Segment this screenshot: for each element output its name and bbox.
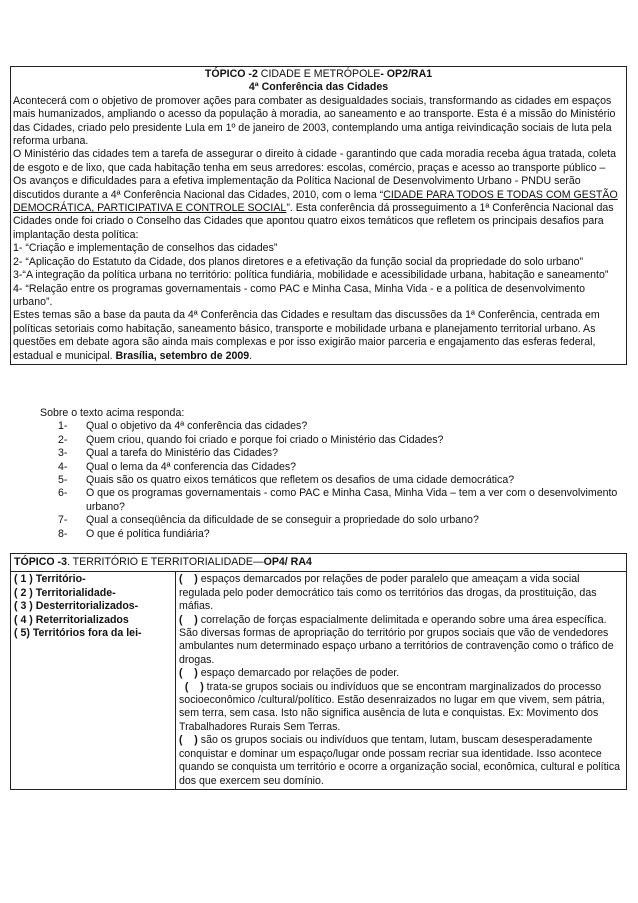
question-text: O que os programas governamentais - como PAC e Minha Casa, Minha Vida – tem a ver com o desenvolvimento urbano? — [86, 487, 618, 513]
question-text: O que é política fundiária? — [86, 527, 210, 540]
definition-item — [179, 681, 623, 735]
question-item — [10, 487, 627, 514]
definition-item — [179, 667, 623, 680]
term-item: ( 1 ) Território- — [14, 573, 86, 586]
question-item — [10, 514, 627, 527]
question-number: 7- — [58, 514, 68, 527]
definition-text: espaços demarcados por relações de poder paralelo que ameaçam a vida social regulada pelo poder democrático tais como os territórios das drogas, da prostituição, das máfias. — [179, 573, 597, 613]
question-item — [10, 528, 627, 541]
axis-4: 4- “Relação entre os programas governamentais - como PAC e Minha Casa, Minha Vida - e a política de desenvolvimento urbano”. — [13, 282, 585, 308]
question-item — [10, 434, 627, 447]
answer-blank[interactable]: ( ) — [179, 613, 198, 626]
questions-section — [10, 407, 627, 541]
question-text: Quem criou, quando foi criado e porque foi criado o Ministério das Cidades? — [86, 433, 444, 446]
definition-text: são os grupos sociais ou indivíduos que tentam, lutam, buscam desesperadamente conquistar e dominar um espaço/lugar onde possam recriar sua identidade. Isso acontece quando se conquista um território e ocorre a organização social, econômica, cultural e política dos que exercem seu domínio. — [179, 734, 621, 787]
topic3-title-label: TÓPICO -3 — [14, 556, 67, 568]
topic2-box — [10, 66, 627, 365]
answer-blank[interactable]: ( ) — [179, 573, 198, 586]
topic3-title-text: . TERRITÓRIO E TERRITORIALIDADE— — [66, 556, 264, 568]
definition-text: espaço demarcado por relações de poder. — [197, 667, 400, 680]
topic2-title-code: - OP2/RA1 — [380, 68, 433, 80]
topic2-title — [13, 68, 624, 81]
question-text: Qual o objetivo da 4ª conferência das cidades? — [86, 420, 308, 433]
answer-blank[interactable]: ( ) — [179, 680, 204, 693]
answer-blank[interactable]: ( ) — [179, 667, 198, 680]
definition-text: correlação de forças espacialmente delimitada e operando sobre uma área específica. São diversas formas de apropriação do território por grupos sociais que vão de vendedores ambulantes num determinado espaço urbano a territórios de contravenção como o tráfico de drogas. — [179, 613, 614, 666]
term-item: ( 4 ) Reterritorializados — [14, 613, 129, 626]
questions-list — [10, 420, 627, 541]
topic3-title-code: OP4/ RA4 — [263, 556, 312, 568]
topic2-paragraph-2: O Ministério das cidades tem a tarefa de assegurar o direito à cidade - garantindo que cada moradia receba água tratada, coleta de esgoto e de lixo, que cada habitação tenha em seus arredores: escolas, comércio, praças e acesso ao transporte público – — [13, 148, 617, 174]
axis-3: 3-“A integração da política urbana no território: política fundiária, mobilidade e acessibilidade urbana, habitação e saneamento” — [13, 269, 609, 282]
topic3-title — [11, 554, 626, 572]
answer-blank[interactable]: ( ) — [179, 734, 198, 747]
question-number: 3- — [58, 447, 68, 460]
question-number: 1- — [58, 420, 68, 433]
question-number: 6- — [58, 487, 68, 500]
topic2-paragraph-4 — [13, 309, 624, 363]
questions-intro: Sobre o texto acima responda: — [40, 407, 185, 419]
question-text: Qual a conseqüência da dificuldade de se conseguir a propriedade do solo urbano? — [86, 514, 479, 527]
definition-item — [179, 573, 623, 613]
question-number: 8- — [58, 527, 68, 540]
question-number: 2- — [58, 433, 68, 446]
question-item — [10, 474, 627, 487]
topic2-subtitle: 4ª Conferência das Cidades — [248, 81, 389, 94]
question-text: Qual o lema da 4ª conferencia das Cidades? — [86, 460, 297, 473]
question-number: 5- — [58, 474, 68, 487]
topic2-paragraph-1: Acontecerá com o objetivo de promover ações para combater as desigualdades sociais, transformando as cidades em espaços mais humanizados, ampliando o acesso da população à moradia, ao saneamento e ao transporte. Esta é a missão do Ministério das Cidades, criado pelo presidente Lula em 1º de janeiro de 2003, contemplando uma antiga reivindicação sociais de luta pela reforma urbana. — [13, 94, 616, 148]
topic2-p3-end: ”. Esta conferência dá prosseguimento a 1ª Conferência Nacional das Cidades onde foi criado o Conselho das Cidades que apontou quatro eixos temáticos que refletem os principais desafios para implantação desta política: — [13, 202, 614, 241]
question-text: Quais são os quatro eixos temáticos que refletem os desafios de uma cidade democrática? — [86, 474, 515, 487]
signature-end: . — [249, 349, 253, 362]
definitions-column — [176, 572, 626, 789]
axis-2: 2- “Aplicação do Estatuto da Cidade, dos planos diretores e a efetivação da função social da propriedade do solo urbano” — [13, 255, 584, 268]
question-item — [10, 420, 627, 433]
question-item — [10, 447, 627, 460]
terms-column — [11, 572, 176, 789]
question-number: 4- — [58, 460, 68, 473]
topic2-paragraph-3 — [13, 175, 624, 242]
definition-text: trata-se grupos sociais ou indivíduos que se encontram marginalizados do processo socioeconômico /cultural/político. Estão desenraizados no lugar em que vivem, sem pátria, sem terra, sem casa. Isto não significa ausência de luta e conquistas. Ex: Movimento dos Trabalhadores Rurais Sem Terras. — [179, 680, 605, 733]
topic2-p3-start: Os avanços e dificuldades para a efetiva implementação da Política Nacional de Desenvolvimento Urbano - PNDU serão discutidos durante a 4ª Conferência Nacional das Cidades, 2010, com o lema “ — [13, 175, 581, 201]
topic2-title-label: TÓPICO -2 — [204, 68, 258, 80]
question-item — [10, 461, 627, 474]
topic3-columns — [11, 572, 626, 789]
topic3-table — [10, 553, 627, 790]
definition-item — [179, 734, 623, 788]
conference-motto: CIDADE PARA TODOS E TODAS COM GESTÃO DEMOCRÁTICA, PARTICIPATIVA E CONTROLE SOCIAL — [13, 188, 618, 215]
signature: Brasília, setembro de 2009 — [115, 349, 250, 362]
topic2-title-text: CIDADE E METRÓPOLE — [257, 68, 381, 80]
topic2-p4-text: Estes temas são a base da pauta da 4ª Conferência das Cidades e resultam das discussões da 1ª Conferência, centrada em políticas setoriais como habitação, saneamento básico, transporte e mobilidade urbana e planejamento territorial urbano. As questões em debate agora são ainda mais complexas e por isso exigirão maior parceria e engajamento das esferas federal, estadual e municipal. — [13, 309, 600, 362]
term-item: ( 2 ) Territorialidade- — [14, 586, 116, 599]
term-item: ( 5) Territórios fora da lei- — [14, 627, 142, 640]
definition-item — [179, 614, 623, 668]
axis-1: 1- “Criação e implementação de conselhos das cidades” — [13, 242, 278, 255]
question-text: Qual a tarefa do Ministério das Cidades? — [86, 447, 278, 460]
term-item: ( 3 ) Desterritorializados- — [14, 600, 139, 613]
